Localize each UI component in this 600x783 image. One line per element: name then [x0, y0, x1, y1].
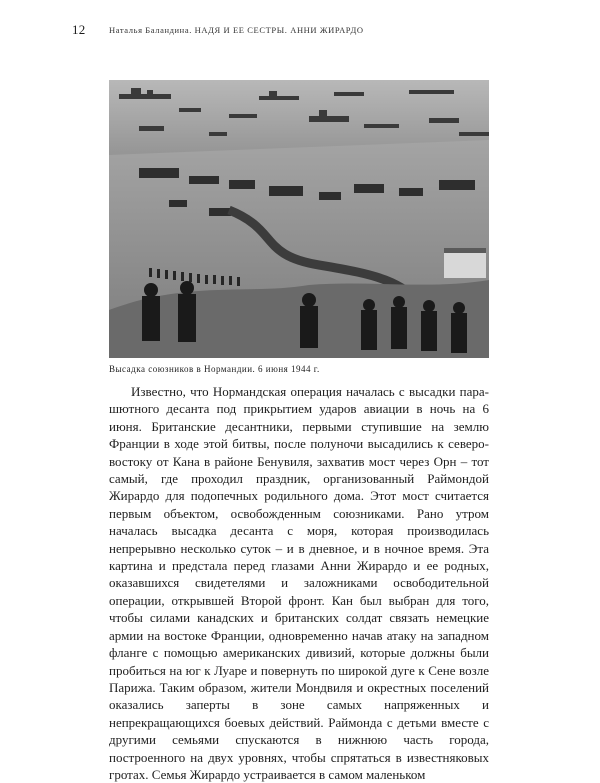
- photo-caption: Высадка союзников в Нормандии. 6 июня 1944 г.: [109, 364, 320, 374]
- running-header: Наталья Баландина. НАДЯ И ЕЕ СЕСТРЫ. АННИ ЖИРАРДО: [109, 25, 364, 35]
- page-number: 12: [72, 22, 86, 37]
- body-paragraph: Известно, что Нормандская операция началась с высадки парашютного десанта под прикрытием ударов авиации в ночь на 6 июня. Британские десантники, первыми ступившие на землю Франции в ходе этой битвы, после полуночи высадились к северо-востоку от Кана в районе Бенувиля, захватив мост через Орн – тот самый, где проходил праздник, организованный Раймондой Жирардо для подопечных родильного дома. Этот мост считается первым объектом, освобожденным союзниками. Рано утром началась высадка десанта с моря, которая производилась непрерывно несколько суток – и в дневное, и в ночное время. Эта картина и предстала перед глазами Анни Жирардо и ее родных, оказавшихся свидетелями и заложниками освободительной операции, открывшей Второй фронт. Кан был выбран для того, чтобы силами канадских и британских солдат связать немецкие армии на востоке Франции, одновременно начав атаку на западном фланге с помощью американских дивизий, которые должны были пробиться на юг к Луаре и повернуть по широкой дуге к Сене возле Парижа. Таким образом, жители Мондвиля и окрестных поселений оказались заперты в зоне самых напряженных и непрекращающихся боевых действий. Раймонда с детьми вместе с другими семьями спускаются в нижнюю часть города, построенного на двух уровнях, чтобы спрятаться в известняковых гротах. Семья Жирардо устраивается в самом маленьком: [109, 384, 489, 782]
- normandy-landing-photo: [109, 80, 489, 358]
